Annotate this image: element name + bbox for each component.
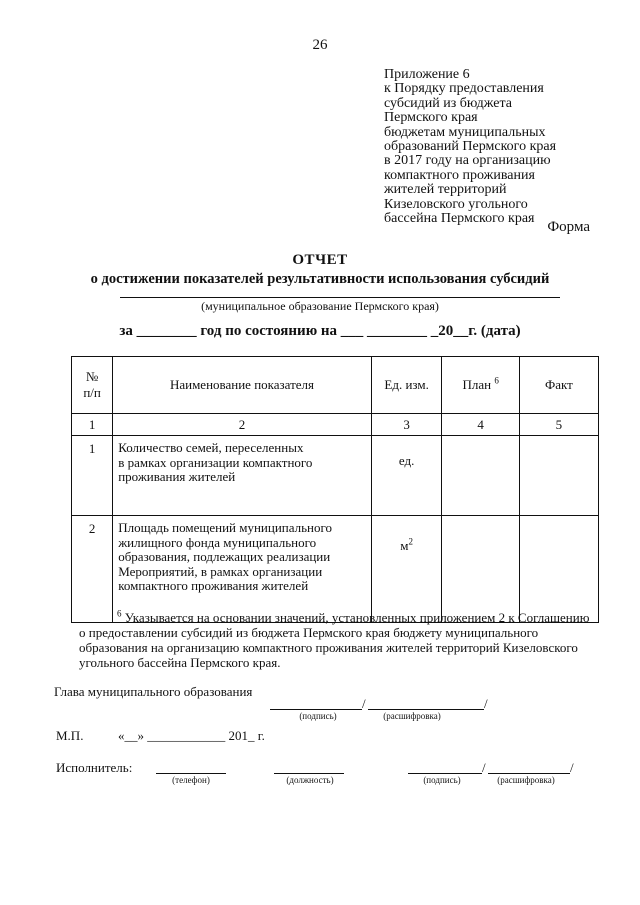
header-num — [72, 357, 113, 414]
index-cell: 5 — [519, 414, 598, 436]
row-unit: ед. — [371, 436, 442, 516]
head-slash: / — [362, 696, 366, 711]
report-title: ОТЧЕТ — [292, 252, 348, 268]
head-signature-line[interactable] — [270, 709, 362, 710]
footnote-line: образования на организацию компактного проживания жителей территорий Кизеловского — [79, 640, 578, 655]
date-line[interactable]: «__» ____________ 201_ г. — [118, 728, 265, 743]
table-row — [72, 516, 599, 623]
executor-position-caption: (должность) — [286, 775, 334, 785]
row-fact-cell[interactable] — [519, 516, 598, 623]
municipality-caption: (муниципальное образование Пермского края) — [201, 299, 439, 313]
row-unit-superscript: 2 — [408, 536, 413, 547]
header-fact: Факт — [519, 357, 598, 414]
executor-transcript-line[interactable] — [488, 773, 570, 774]
footnote-line: угольного бассейна Пермского края. — [79, 655, 281, 670]
head-signature-caption: (подпись) — [299, 711, 337, 721]
row-name-line: Мероприятий, в рамках организации — [118, 563, 323, 579]
head-transcript-caption: (расшифровка) — [383, 711, 441, 721]
appendix-line: Пермского края — [384, 110, 478, 126]
index-cell: 3 — [371, 414, 442, 436]
appendix-line: бюджетам муниципальных — [384, 124, 546, 140]
footnote — [79, 610, 599, 670]
row-indicator-name — [113, 436, 372, 516]
footnote-text: Указывается на основании значений, установленных приложением 2 к Соглашению — [121, 610, 590, 625]
appendix-line: в 2017 году на организацию — [384, 153, 551, 169]
row-number: 1 — [72, 436, 113, 516]
appendix-line: субсидий из бюджета — [384, 95, 513, 111]
row-fact-cell[interactable] — [519, 436, 598, 516]
header-num-line1: № — [85, 369, 99, 384]
form-label: Форма — [547, 219, 590, 235]
row-name-line: образования, подлежащих реализации — [118, 549, 331, 564]
header-plan-footnote-marker: 6 — [494, 375, 499, 386]
executor-transcript-caption: (расшифровка) — [497, 775, 555, 785]
appendix-header — [384, 68, 556, 226]
header-plan-text: План — [462, 377, 492, 392]
row-plan-cell[interactable] — [442, 436, 519, 516]
row-name-line: жилищного фонда муниципального — [118, 534, 317, 550]
row-unit-text: м — [400, 538, 409, 553]
executor-signature-caption: (подпись) — [423, 775, 461, 785]
row-unit — [371, 516, 442, 623]
executor-position-line[interactable] — [274, 773, 344, 774]
table-header-row — [72, 357, 599, 414]
index-cell: 1 — [72, 414, 113, 436]
row-name-line: проживания жителей — [118, 469, 236, 484]
executor-label: Исполнитель: — [56, 760, 133, 775]
index-cell: 2 — [113, 414, 372, 436]
appendix-line: жителей территорий — [384, 182, 507, 198]
executor-slash: / — [482, 760, 486, 775]
municipality-blank-line[interactable] — [120, 297, 560, 298]
footnote-line: о предоставлении субсидий из бюджета Пермского края бюджету муниципального — [79, 625, 539, 640]
row-name-line: Площадь помещений муниципального — [118, 520, 333, 535]
appendix-line: к Порядку предоставления — [384, 81, 544, 97]
footnote-marker: 6 — [117, 608, 122, 619]
row-plan-cell[interactable] — [442, 516, 519, 623]
row-name-line: в рамках организации компактного — [118, 454, 313, 470]
executor-slash-end: / — [570, 760, 574, 775]
header-name: Наименование показателя — [113, 357, 372, 414]
row-name-line: Количество семей, переселенных — [118, 440, 304, 455]
head-transcript-line[interactable] — [368, 709, 484, 710]
table-index-row — [72, 414, 599, 436]
appendix-line: Кизеловского угольного — [384, 196, 528, 212]
table-row — [72, 436, 599, 516]
row-name-line: компактного проживания жителей — [118, 578, 309, 593]
report-subtitle: о достижении показателей результативности использования субсидий — [90, 271, 550, 287]
header-plan — [442, 357, 519, 414]
executor-signature-line[interactable] — [408, 773, 482, 774]
appendix-line: бассейна Пермского края — [384, 211, 535, 227]
footnote-first-line — [79, 610, 599, 625]
page-number: 26 — [312, 37, 328, 53]
head-label: Глава муниципального образования — [54, 684, 253, 699]
seal-label: М.П. — [56, 728, 84, 743]
head-slash-end: / — [484, 696, 488, 711]
index-cell: 4 — [442, 414, 519, 436]
header-num-line2: п/п — [83, 385, 101, 400]
appendix-line: компактного проживания — [384, 167, 535, 183]
indicators-table — [71, 356, 599, 623]
row-number: 2 — [72, 516, 113, 623]
appendix-line: Приложение 6 — [384, 67, 470, 82]
row-indicator-name — [113, 516, 372, 623]
executor-phone-caption: (телефон) — [172, 775, 210, 785]
header-unit: Ед. изм. — [371, 357, 442, 414]
period-line[interactable]: за ________ год по состоянию на ___ ________ _20__г. (дата) — [119, 323, 521, 339]
appendix-line: образований Пермского края — [384, 139, 557, 155]
executor-phone-line[interactable] — [156, 773, 226, 774]
